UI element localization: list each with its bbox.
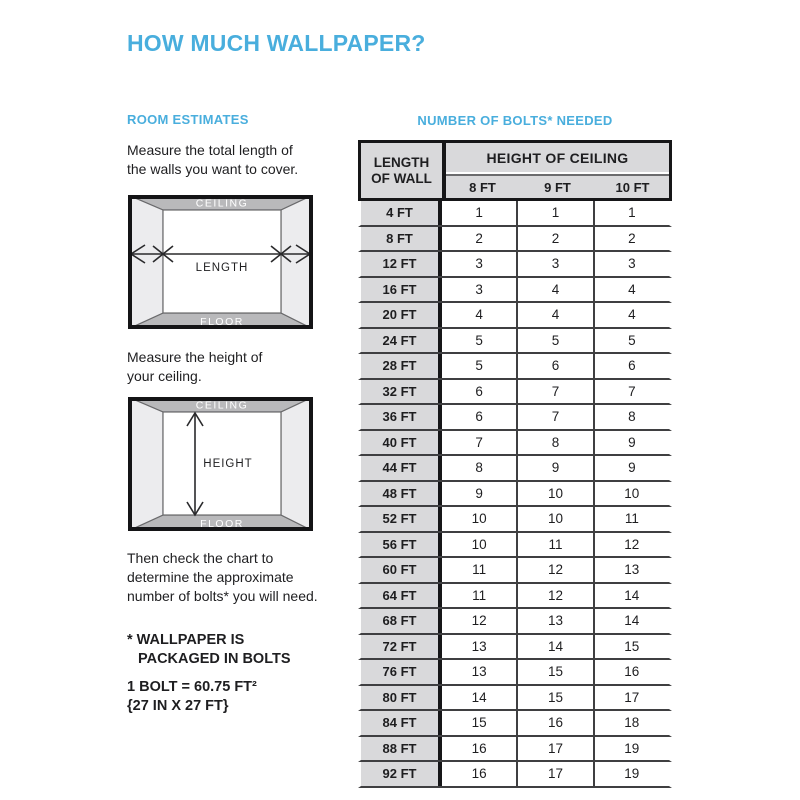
bolts-10ft-cell: 19 (595, 737, 669, 761)
step1-line2: the walls you want to cover. (127, 161, 299, 177)
table-row (358, 482, 672, 508)
bolts-8ft-cell: 7 (442, 431, 518, 455)
table-row (358, 354, 672, 380)
wall-length-cell: 68 FT (361, 609, 442, 633)
bolts-9ft-cell: 14 (518, 635, 594, 659)
bolts-10ft-cell: 2 (595, 227, 669, 251)
table-row (358, 227, 672, 253)
bolts-10ft-cell: 11 (595, 507, 669, 531)
table-header (358, 140, 672, 201)
step3-line3: number of bolts* you will need. (127, 588, 318, 604)
bolts-9ft-cell: 6 (518, 354, 594, 378)
bolts-9ft-cell: 16 (518, 711, 594, 735)
length-label: LENGTH (195, 262, 249, 274)
wall-length-cell: 16 FT (361, 278, 442, 302)
table-row (358, 762, 672, 788)
ceiling-height-subheaders (446, 174, 669, 198)
table-row (358, 507, 672, 533)
bolts-8ft-cell: 13 (442, 635, 518, 659)
wall-length-cell: 76 FT (361, 660, 442, 684)
page-title: HOW MUCH WALLPAPER? (127, 30, 426, 56)
col-header-9ft: 9 FT (544, 179, 571, 195)
wall-length-cell: 80 FT (361, 686, 442, 710)
bolts-9ft-cell: 8 (518, 431, 594, 455)
bolts-8ft-cell: 9 (442, 482, 518, 506)
bolts-8ft-cell: 10 (442, 507, 518, 531)
bolts-9ft-cell: 10 (518, 507, 594, 531)
wall-length-cell: 60 FT (361, 558, 442, 582)
step1-text (127, 141, 298, 179)
bolts-9ft-cell: 7 (518, 380, 594, 404)
table-row (358, 686, 672, 712)
bolts-9ft-cell: 17 (518, 762, 594, 786)
step1-line1: Measure the total length of (127, 142, 293, 158)
wall-length-cell: 24 FT (361, 329, 442, 353)
height-of-ceiling-section (446, 143, 669, 198)
wall-length-cell: 12 FT (361, 252, 442, 276)
bolts-9ft-cell: 15 (518, 660, 594, 684)
bolts-9ft-cell: 12 (518, 584, 594, 608)
bolts-10ft-cell: 12 (595, 533, 669, 557)
room-length-diagram (128, 195, 313, 329)
wall-length-cell: 92 FT (361, 762, 442, 786)
bolts-8ft-cell: 3 (442, 252, 518, 276)
bolts-9ft-cell: 13 (518, 609, 594, 633)
table-row (358, 660, 672, 686)
bolts-9ft-cell: 15 (518, 686, 594, 710)
room-estimates-heading: ROOM ESTIMATES (127, 112, 249, 127)
table-row (358, 329, 672, 355)
wall-length-cell: 52 FT (361, 507, 442, 531)
wall-length-cell: 64 FT (361, 584, 442, 608)
height-label: HEIGHT (203, 458, 253, 470)
wall-length-cell: 88 FT (361, 737, 442, 761)
wall-length-cell: 44 FT (361, 456, 442, 480)
bolts-8ft-cell: 5 (442, 354, 518, 378)
bolts-10ft-cell: 9 (595, 431, 669, 455)
table-row (358, 431, 672, 457)
bolts-8ft-cell: 6 (442, 380, 518, 404)
bolts-8ft-cell: 8 (442, 456, 518, 480)
bolts-8ft-cell: 11 (442, 584, 518, 608)
bolts-footnote (127, 631, 291, 669)
bolt-def-line2: {27 IN X 27 FT} (127, 698, 229, 714)
wall-length-cell: 20 FT (361, 303, 442, 327)
ceiling-label: CEILING (195, 399, 249, 412)
table-row (358, 584, 672, 610)
table-title: NUMBER OF BOLTS* NEEDED (417, 113, 613, 128)
wall-length-cell: 36 FT (361, 405, 442, 429)
bolts-8ft-cell: 3 (442, 278, 518, 302)
col-header-8ft: 8 FT (469, 179, 496, 195)
bolts-8ft-cell: 12 (442, 609, 518, 633)
bolts-8ft-cell: 11 (442, 558, 518, 582)
floor-label: FLOOR (200, 316, 244, 328)
bolts-8ft-cell: 1 (442, 201, 518, 225)
room-length-svg (128, 195, 313, 329)
left-wall (128, 195, 163, 329)
bolts-10ft-cell: 4 (595, 278, 669, 302)
bolts-9ft-cell: 4 (518, 303, 594, 327)
table-row (358, 711, 672, 737)
bolts-10ft-cell: 19 (595, 762, 669, 786)
bolts-10ft-cell: 7 (595, 380, 669, 404)
step2-text (127, 348, 262, 386)
bolts-8ft-cell: 2 (442, 227, 518, 251)
ceiling-label: CEILING (195, 197, 249, 210)
table-row (358, 456, 672, 482)
step2-line2: your ceiling. (127, 368, 202, 384)
table-row (358, 533, 672, 559)
table-row (358, 252, 672, 278)
bolt-def-line1: 1 BOLT = 60.75 FT² (127, 679, 257, 695)
table-row (358, 303, 672, 329)
table-body (358, 201, 672, 788)
bolts-9ft-cell: 3 (518, 252, 594, 276)
length-of-wall-header: LENGTH OF WALL (361, 143, 446, 198)
bolts-8ft-cell: 6 (442, 405, 518, 429)
wall-length-cell: 72 FT (361, 635, 442, 659)
bolts-10ft-cell: 18 (595, 711, 669, 735)
table-row (358, 380, 672, 406)
wall-length-cell: 40 FT (361, 431, 442, 455)
bolts-9ft-cell: 10 (518, 482, 594, 506)
bolts-9ft-cell: 1 (518, 201, 594, 225)
step3-line1: Then check the chart to (127, 550, 274, 566)
step2-line1: Measure the height of (127, 349, 263, 365)
bolts-10ft-cell: 17 (595, 686, 669, 710)
bolts-10ft-cell: 16 (595, 660, 669, 684)
bolts-8ft-cell: 14 (442, 686, 518, 710)
bolts-8ft-cell: 16 (442, 762, 518, 786)
bolts-10ft-cell: 14 (595, 584, 669, 608)
wall-length-cell: 28 FT (361, 354, 442, 378)
bolts-10ft-cell: 9 (595, 456, 669, 480)
bolts-8ft-cell: 5 (442, 329, 518, 353)
bolts-table (358, 140, 672, 788)
bolts-10ft-cell: 8 (595, 405, 669, 429)
bolts-9ft-cell: 5 (518, 329, 594, 353)
bolts-9ft-cell: 12 (518, 558, 594, 582)
bolts-10ft-cell: 6 (595, 354, 669, 378)
bolts-10ft-cell: 1 (595, 201, 669, 225)
right-wall (281, 397, 313, 531)
bolts-9ft-cell: 9 (518, 456, 594, 480)
wall-length-cell: 32 FT (361, 380, 442, 404)
bolts-10ft-cell: 13 (595, 558, 669, 582)
table-row (358, 635, 672, 661)
room-height-diagram (128, 397, 313, 531)
bolts-9ft-cell: 11 (518, 533, 594, 557)
wall-length-cell: 4 FT (361, 201, 442, 225)
bolts-10ft-cell: 14 (595, 609, 669, 633)
bolts-9ft-cell: 17 (518, 737, 594, 761)
left-wall (128, 397, 163, 531)
bolts-9ft-cell: 7 (518, 405, 594, 429)
table-row (358, 737, 672, 763)
step3-line2: determine the approximate (127, 569, 294, 585)
room-height-svg (128, 397, 313, 531)
bolts-10ft-cell: 10 (595, 482, 669, 506)
bolts-10ft-cell: 5 (595, 329, 669, 353)
bolts-8ft-cell: 16 (442, 737, 518, 761)
table-row (358, 609, 672, 635)
footnote-line1: * WALLPAPER IS (127, 632, 245, 648)
height-of-ceiling-header: HEIGHT OF CEILING (446, 143, 669, 174)
bolts-8ft-cell: 13 (442, 660, 518, 684)
wall-length-cell: 56 FT (361, 533, 442, 557)
step3-text (127, 549, 318, 606)
footnote-line2: PACKAGED IN BOLTS (138, 651, 291, 667)
bolts-10ft-cell: 4 (595, 303, 669, 327)
bolts-8ft-cell: 15 (442, 711, 518, 735)
col-header-10ft: 10 FT (615, 179, 650, 195)
bolts-8ft-cell: 10 (442, 533, 518, 557)
table-row (358, 558, 672, 584)
bolts-8ft-cell: 4 (442, 303, 518, 327)
table-row (358, 278, 672, 304)
wall-length-cell: 8 FT (361, 227, 442, 251)
wall-length-cell: 48 FT (361, 482, 442, 506)
table-row (358, 405, 672, 431)
table-row (358, 201, 672, 227)
bolt-definition (127, 678, 257, 716)
bolts-9ft-cell: 2 (518, 227, 594, 251)
floor-label: FLOOR (200, 518, 244, 530)
bolts-9ft-cell: 4 (518, 278, 594, 302)
wall-length-cell: 84 FT (361, 711, 442, 735)
bolts-10ft-cell: 3 (595, 252, 669, 276)
bolts-10ft-cell: 15 (595, 635, 669, 659)
